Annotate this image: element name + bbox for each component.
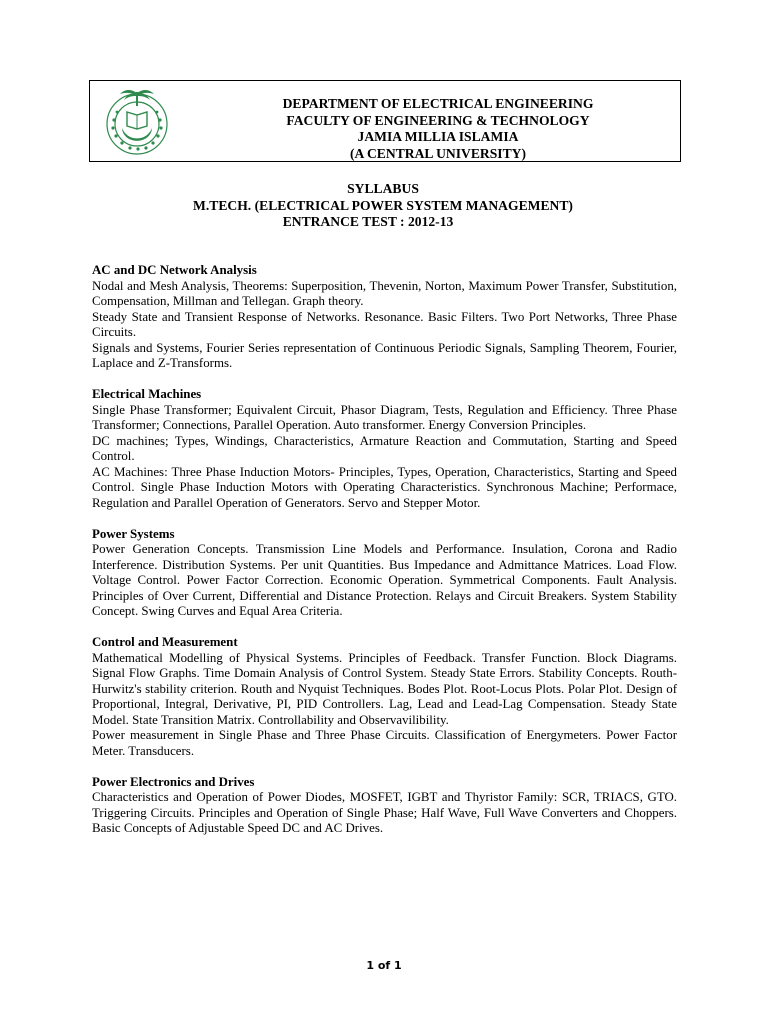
section-title: Power Systems — [92, 526, 175, 541]
section-paragraph: Steady State and Transient Response of Networks. Resonance. Basic Filters. Two Port Networks, Three Phase Circuits. — [92, 309, 677, 339]
syllabus-heading: SYLLABUS — [347, 181, 419, 196]
section-paragraph: Signals and Systems, Fourier Series representation of Continuous Periodic Signals, Sampling Theorem, Fourier, Laplace and Z-Transforms. — [92, 340, 677, 370]
section-paragraph: Power measurement in Single Phase and Three Phase Circuits. Classification of Energymeters. Power Factor Meter. Transducers. — [92, 728, 677, 758]
university-name: JAMIA MILLIA ISLAMIA — [357, 129, 519, 144]
section-power-electronics-and-drives — [92, 775, 677, 837]
page-number: 1 of 1 — [366, 959, 402, 972]
section-paragraph: Mathematical Modelling of Physical Systems. Principles of Feedback. Transfer Function. Block Diagrams. Signal Flow Graphs. Time Domain Analysis of Control System. Steady State Errors. Stability Concepts. Routh-Hurwitz's stability criterion. Routh and Nyquist Techniques. Bodes Plot. Root-Locus Plots. Polar Plot. Design of Proportional, Integral, Derivative, PI, PID Controllers. Lag, Lead and Lead-Lag Compensation. Steady State Model. State Transition Matrix. Controllability and Observavilibility. — [92, 650, 677, 727]
section-electrical-machines — [92, 387, 677, 511]
section-title: AC and DC Network Analysis — [92, 263, 257, 277]
section-paragraph: Characteristics and Operation of Power Diodes, MOSFET, IGBT and Thyristor Family: SCR, TRIACS, GTO. Triggering Circuits. Principles and Operation of Single Phase; Half Wave, Full Wave Converters and Choppers. Basic Concepts of Adjustable Speed DC and AC Drives. — [92, 790, 677, 835]
faculty-name: FACULTY OF ENGINEERING & TECHNOLOGY — [286, 112, 590, 128]
title-block — [100, 181, 666, 231]
section-title: Power Electronics and Drives — [92, 774, 255, 789]
section-paragraph: Nodal and Mesh Analysis, Theorems: Superposition, Thevenin, Norton, Maximum Power Transfer, Substitution, Compensation, Millman and Tellegan. Graph theory. — [92, 278, 677, 308]
section-power-systems — [92, 527, 677, 620]
section-control-and-measurement — [92, 635, 677, 759]
section-paragraph: Single Phase Transformer; Equivalent Circuit, Phasor Diagram, Tests, Regulation and Efficiency. Three Phase Transformer; Connections, Parallel Operation. Auto transformer. Energy Conversion Principles. — [92, 402, 677, 432]
section-paragraph: DC machines; Types, Windings, Characteristics, Armature Reaction and Commutation, Starting and Speed Control. — [92, 433, 677, 463]
section-paragraph: AC Machines: Three Phase Induction Motors- Principles, Types, Operation, Characteristics, Starting and Speed Control. Single Phase Induction Motors with Operating Characteristics. Synchronous Machine; Performace, Regulation and Parallel Operation of Generators. Servo and Stepper Motor. — [92, 464, 677, 510]
syllabus-content — [92, 263, 677, 852]
section-ac-dc-network-analysis — [92, 263, 677, 372]
section-title: Electrical Machines — [92, 387, 202, 401]
header-lines — [240, 96, 636, 162]
university-seal-icon — [100, 84, 174, 158]
section-title: Control and Measurement — [92, 635, 238, 649]
department-name: DEPARTMENT OF ELECTRICAL ENGINEERING — [282, 96, 594, 111]
program-heading: M.TECH. (ELECTRICAL POWER SYSTEM MANAGEMENT) — [193, 197, 573, 213]
university-type: (A CENTRAL UNIVERSITY) — [350, 145, 526, 161]
section-paragraph: Power Generation Concepts. Transmission Line Models and Performance. Insulation, Corona and Radio Interference. Distribution Systems. Per unit Quantities. Bus Impedance and Admittance Matrices. Load Flow. Voltage Control. Power Factor Correction. Economic Operation. Symmetrical Components. Fault Analysis. Principles of Over Current, Differential and Distance Protection. Relays and Circuit Breakers. System Stability Concept. Swing Curves and Equal Area Criteria. — [92, 542, 677, 618]
entrance-test-heading: ENTRANCE TEST : 2012-13 — [282, 214, 454, 229]
header-box — [89, 80, 681, 162]
